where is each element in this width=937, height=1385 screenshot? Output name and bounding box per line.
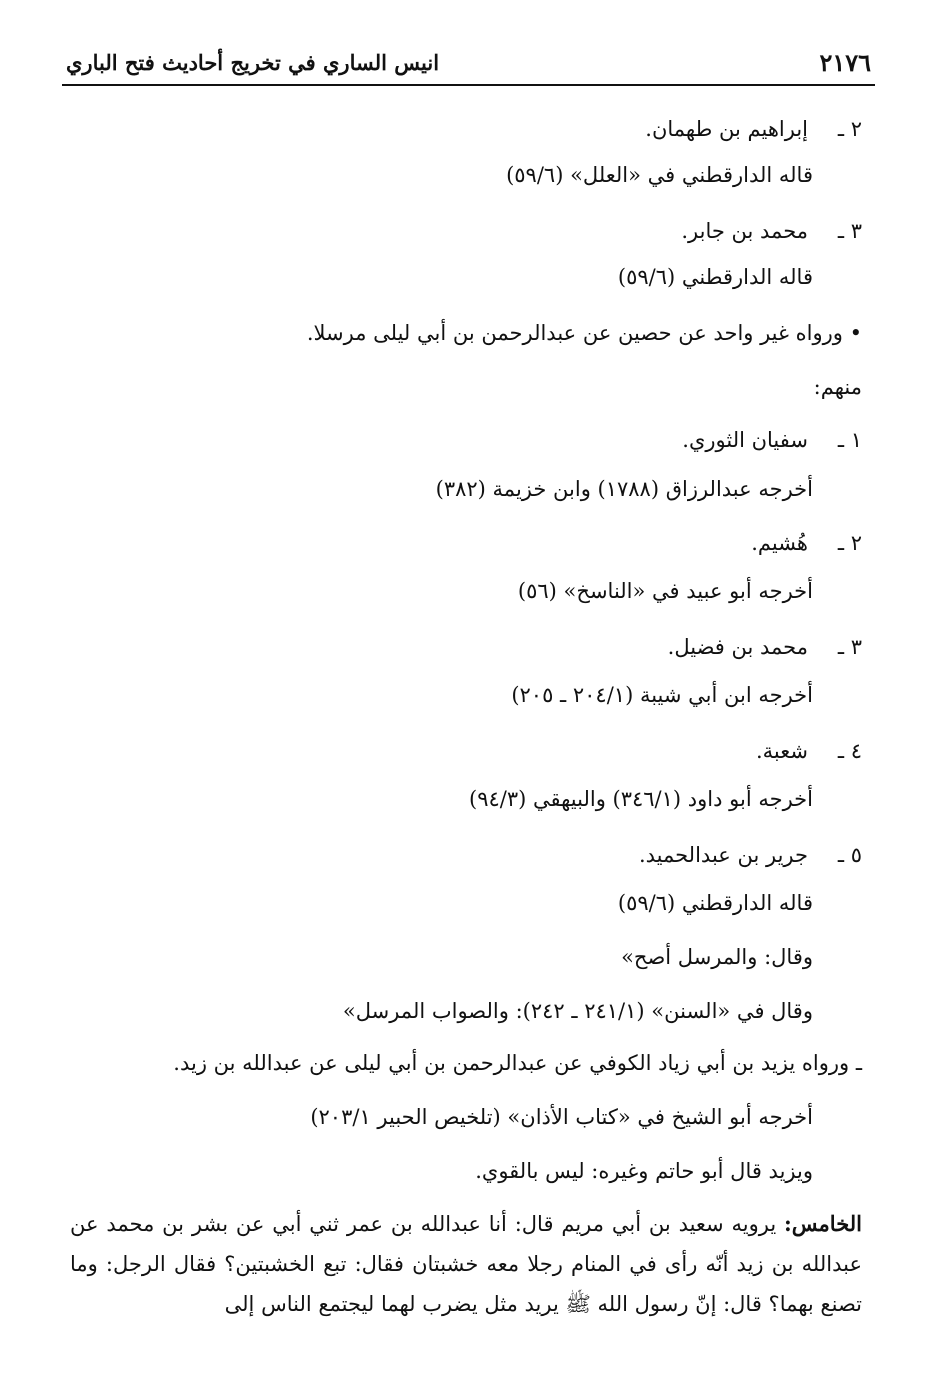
citation-line: أخرجه أبو داود (٣٤٦/١) والبيهقي (٩٤/٣) xyxy=(469,787,813,811)
item-number: ٣ ـ xyxy=(837,635,862,659)
citation-line: أخرجه أبو عبيد في «الناسخ» (٥٦) xyxy=(517,579,813,603)
list-item xyxy=(681,216,862,246)
item-text: محمد بن جابر. xyxy=(681,219,808,243)
book-title: انيس الساري في تخريج أحاديث فتح الباري xyxy=(66,50,440,75)
item-number: ٣ ـ xyxy=(837,219,862,243)
narration-line: ـ ورواه يزيد بن أبي زياد الكوفي عن عبدالرحمن بن أبي ليلى عن عبدالله بن زيد. xyxy=(173,1051,862,1075)
item-text: إبراهيم بن طهمان. xyxy=(645,117,808,141)
bullet-line: • ورواه غير واحد عن حصين عن عبدالرحمن بن أبي ليلى مرسلا. xyxy=(306,321,862,345)
quote-line: وقال: والمرسل أصح» xyxy=(621,945,813,969)
final-paragraph xyxy=(70,1204,862,1324)
list-item xyxy=(756,736,862,766)
item-text: محمد بن فضيل. xyxy=(667,635,808,659)
citation-line: أخرجه أبو الشيخ في «كتاب الأذان» (تلخيص الحبير ٢٠٣/١) xyxy=(310,1105,813,1129)
item-text: سفيان الثوري. xyxy=(682,428,808,452)
list-item xyxy=(645,114,862,144)
paragraph-label: الخامس: xyxy=(784,1211,862,1236)
citation-line: أخرجه ابن أبي شيبة (٢٠٤/١ ـ ٢٠٥) xyxy=(511,683,813,707)
page-number: ٢١٧٦ xyxy=(819,48,871,77)
citation-line: قاله الدارقطني (٥٩/٦) xyxy=(617,891,813,915)
item-number: ١ ـ xyxy=(837,428,862,452)
list-item xyxy=(751,528,862,558)
paragraph-text: يرويه سعيد بن أبي مريم قال: أنا عبدالله بن عمر ثني أبي عن بشر بن محمد عن عبدالله بن زيد أنّه رأى في المنام رجلا معه خشبتان فقال: تبع الخشبتين؟ فقال الرجل: وما تصنع بهما؟ قال: إنّ رسول الله ﷺ يريد مثل يضرب لهما ليجتمع الناس إلى xyxy=(70,1212,862,1316)
item-number: ٢ ـ xyxy=(837,531,862,555)
list-item xyxy=(639,840,862,870)
item-number: ٥ ـ xyxy=(837,843,862,867)
citation-line: قاله الدارقطني (٥٩/٦) xyxy=(617,265,813,289)
page-header xyxy=(62,44,875,86)
list-item xyxy=(668,632,862,662)
citation-line: قاله الدارقطني في «العلل» (٥٩/٦) xyxy=(506,163,813,187)
citation-line: أخرجه عبدالرزاق (١٧٨٨) وابن خزيمة (٣٨٢) xyxy=(435,477,813,501)
list-item xyxy=(682,425,862,455)
item-text: شعبة. xyxy=(756,739,808,763)
item-number: ٤ ـ xyxy=(837,739,862,763)
item-number: ٢ ـ xyxy=(837,117,862,141)
subheading-line: منهم: xyxy=(813,375,862,399)
item-text: جرير بن عبدالحميد. xyxy=(638,843,808,867)
note-line: ويزيد قال أبو حاتم وغيره: ليس بالقوي. xyxy=(475,1159,813,1183)
item-text: هُشيم. xyxy=(751,531,808,555)
quote-line: وقال في «السنن» (٢٤١/١ ـ ٢٤٢): والصواب المرسل» xyxy=(342,999,813,1023)
